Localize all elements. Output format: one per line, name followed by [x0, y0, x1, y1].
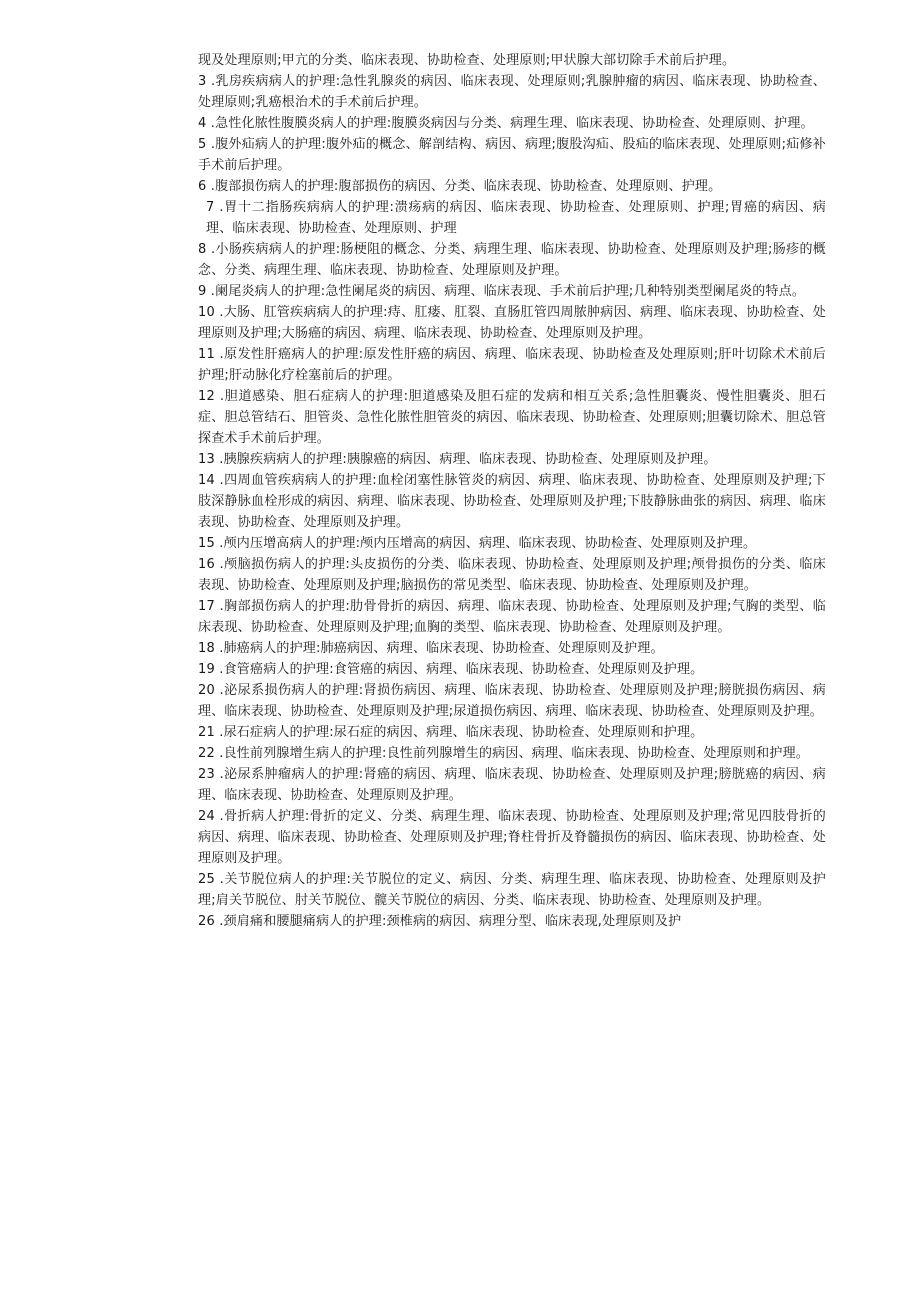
list-item: 9 .阑尾炎病人的护理:急性阑尾炎的病因、病理、临床表现、手术前后护理;几种特别类型阑尾炎的特点。 [198, 284, 806, 299]
list-item: 21 .尿石症病人的护理:尿石症的病因、病理、临床表现、协助检查、处理原则和护理。 [198, 725, 704, 740]
document-body [198, 50, 826, 932]
list-item: 8 .小肠疾病病人的护理:肠梗阻的概念、分类、病理生理、临床表现、协助检查、处理原则及护理;肠疹的概念、分类、病理生理、临床表现、协助检查、处理原则及护理。 [198, 242, 826, 278]
list-item: 18 .肺癌病人的护理:肺癌病因、病理、临床表现、协助检查、处理原则及护理。 [198, 641, 664, 656]
list-item: 19 .食管癌病人的护理:食管癌的病因、病理、临床表现、协助检查、处理原则及护理。 [198, 662, 704, 677]
list-item: 15 .颅内压增高病人的护理:颅内压增高的病因、病理、临床表现、协助检查、处理原则及护理。 [198, 536, 757, 551]
list-item: 3 .乳房疾病病人的护理:急性乳腺炎的病因、临床表现、处理原则;乳腺肿瘤的病因、临床表现、协助检查、处理原则;乳癌根治术的手术前后护理。 [198, 74, 826, 110]
list-item: 7 .胃十二指肠疾病病人的护理:溃疡病的病因、临床表现、协助检查、处理原则、护理;胃癌的病因、病理、临床表现、协助检查、处理原则、护理 [206, 200, 826, 236]
list-item: 17 .胸部损伤病人的护理:肋骨骨折的病因、病理、临床表现、协助检查、处理原则及护理;气胸的类型、临床表现、协助检查、处理原则及护理;血胸的类型、临床表现、协助检查、处理原则及护理。 [198, 599, 826, 635]
paragraph-continuation: 现及处理原则;甲亢的分类、临床表现、协助检查、处理原则;甲状腺大部切除手术前后护理。 [198, 53, 736, 68]
list-item: 14 .四周血管疾病病人的护理:血栓闭塞性脉管炎的病因、病理、临床表现、协助检查、处理原则及护理;下肢深静脉血栓形成的病因、病理、临床表现、协助检查、处理原则及护理;下肢静脉曲张的病因、病理、临床表现、协助检查、处理原则及护理。 [198, 473, 826, 530]
list-item: 23 .泌尿系肿瘤病人的护理:肾癌的病因、病理、临床表现、协助检查、处理原则及护理;膀胱癌的病因、病理、临床表现、协助检查、处理原则及护理。 [198, 767, 826, 803]
list-item: 20 .泌尿系损伤病人的护理:肾损伤病因、病理、临床表现、协助检查、处理原则及护理;膀胱损伤病因、病理、临床表现、协助检查、处理原则及护理;尿道损伤病因、病理、临床表现、协助检查、处理原则及护理。 [198, 683, 826, 719]
list-item: 10 .大肠、肛管疾病病人的护理:痔、肛瘘、肛裂、直肠肛管四周脓肿病因、病理、临床表现、协助检查、处理原则及护理;大肠癌的病因、病理、临床表现、协助检查、处理原则及护理。 [198, 305, 826, 341]
list-item: 16 .颅脑损伤病人的护理:头皮损伤的分类、临床表现、协助检查、处理原则及护理;颅骨损伤的分类、临床表现、协助检查、处理原则及护理;脑损伤的常见类型、临床表现、协助检查、处理原则及护理。 [198, 557, 826, 593]
list-item: 25 .关节脱位病人的护理:关节脱位的定义、病因、分类、病理生理、临床表现、协助检查、处理原则及护理;肩关节脱位、肘关节脱位、髋关节脱位的病因、分类、临床表现、协助检查、处理原则及护理。 [198, 872, 826, 908]
list-item: 26 .颈肩痛和腰腿痛病人的护理:颈椎病的病因、病理分型、临床表现,处理原则及护 [198, 914, 682, 929]
list-item: 22 .良性前列腺增生病人的护理:良性前列腺增生的病因、病理、临床表现、协助检查、处理原则和护理。 [198, 746, 809, 761]
list-item: 24 .骨折病人护理:骨折的定义、分类、病理生理、临床表现、协助检查、处理原则及护理;常见四肢骨折的病因、病理、临床表现、协助检查、处理原则及护理;脊柱骨折及脊髓损伤的病因、临床表现、协助检查、处理原则及护理。 [198, 809, 826, 866]
list-item: 5 .腹外疝病人的护理:腹外疝的概念、解剖结构、病因、病理;腹股沟疝、股疝的临床表现、处理原则;疝修补手术前后护理。 [198, 137, 826, 173]
list-item: 6 .腹部损伤病人的护理:腹部损伤的病因、分类、临床表现、协助检查、处理原则、护理。 [198, 179, 722, 194]
list-item: 13 .胰腺疾病病人的护理:胰腺癌的病因、病理、临床表现、协助检查、处理原则及护理。 [198, 452, 717, 467]
list-item: 11 .原发性肝癌病人的护理:原发性肝癌的病因、病理、临床表现、协助检查及处理原则;肝叶切除术术前后护理;肝动脉化疗栓塞前后的护理。 [198, 347, 826, 383]
list-item: 12 .胆道感染、胆石症病人的护理:胆道感染及胆石症的发病和相互关系;急性胆囊炎、慢性胆囊炎、胆石症、胆总管结石、胆管炎、急性化脓性胆管炎的病因、临床表现、协助检查、处理原则;胆囊切除术、胆总管探查术手术前后护理。 [198, 389, 826, 446]
list-item: 4 .急性化脓性腹膜炎病人的护理:腹膜炎病因与分类、病理生理、临床表现、协助检查、处理原则、护理。 [198, 116, 814, 131]
